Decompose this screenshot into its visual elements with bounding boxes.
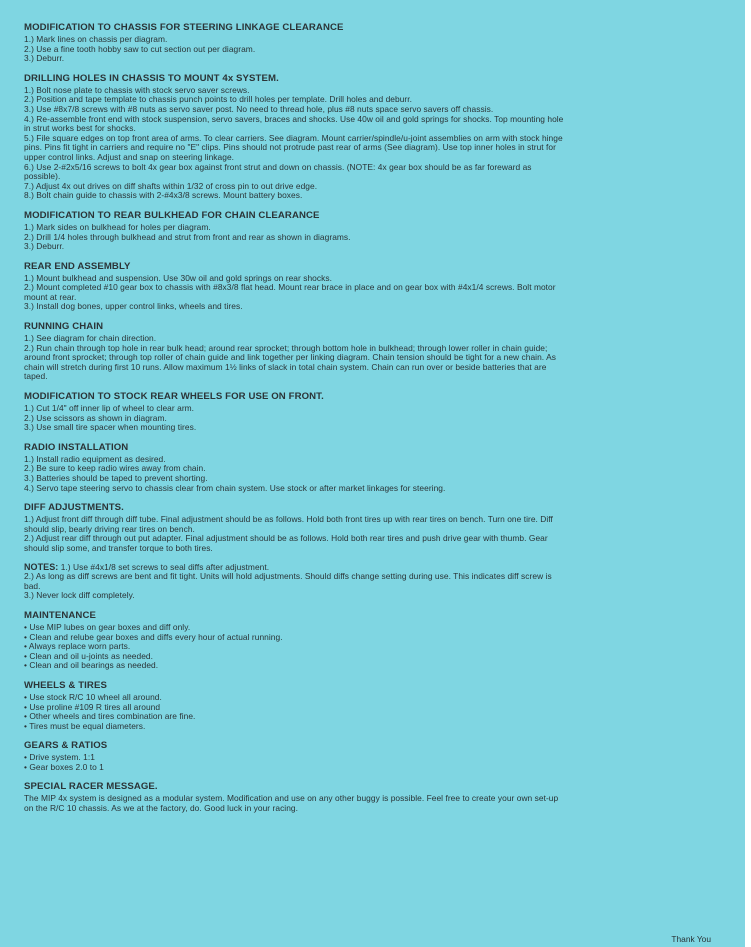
signoff: Thank You [671, 934, 711, 944]
section-modification-to-rear-bulkhead-for-chain-clearance [24, 210, 724, 252]
instruction-line: 4.) Re-assemble front end with stock suspension, servo savers, braces and shocks. Use 40w oil and gold springs for shocks. Top mounting hole [24, 113, 564, 124]
instruction-line: 1.) Adjust front diff through diff tube. Final adjustment should be as follows. Hold both front tires up with rear tires on bench. Turn one tire. Diff [24, 514, 553, 525]
section-modification-to-chassis-for-steering-linkage-clearance [24, 22, 724, 64]
instruction-line: 8.) Bolt chain guide to chassis with 2-#4x3/8 screws. Mount battery boxes. [24, 190, 303, 201]
instruction-line: • Use stock R/C 10 wheel all around. [24, 691, 162, 702]
section-wheels-tires [24, 680, 724, 731]
instruction-line: 1.) Mark lines on chassis per diagram. [24, 34, 168, 44]
instruction-line: • Clean and oil u-joints as needed. [24, 650, 153, 661]
instruction-line: 3.) Deburr. [24, 241, 65, 252]
instruction-line: 1.) See diagram for chain direction. [24, 333, 157, 344]
instruction-line: 2.) Position and tape template to chassis punch points to drill holes per template. Drill holes and deburr. [24, 94, 413, 105]
sections-lower [24, 610, 724, 814]
section-diff-adjustments [24, 502, 724, 553]
notes-line: 2.) As long as diff screws are bent and fit tight. Units will hold adjustments. Should diffs change setting during use. This indicates diff screw is [24, 571, 552, 582]
instruction-line: 2.) Run chain through top hole in rear bulk head; around rear sprocket; through bottom hole in bulkhead; through lower roller in chain guide; [24, 342, 548, 353]
instruction-line: • Always replace worn parts. [24, 641, 131, 652]
section-modification-to-stock-rear-wheels-for-use-on-front [24, 391, 724, 433]
instruction-sheet [24, 22, 724, 823]
instruction-line: should slip some, and transfer torque to both tires. [24, 542, 213, 553]
section-heading: DRILLING HOLES IN CHASSIS TO MOUNT 4x SYSTEM. [24, 72, 279, 84]
instruction-line: 7.) Adjust 4x out drives on diff shafts within 1/32 of cross pin to out drive edge. [24, 180, 318, 191]
instruction-line: • Clean and oil bearings as needed. [24, 660, 159, 671]
instruction-line: 2.) Be sure to keep radio wires away from chain. [24, 463, 206, 474]
instruction-line: 6.) Use 2-#2x5/16 screws to bolt 4x gear box against front strut and down on chassis. (NOTE: 4x gear box should be as far foreward as [24, 161, 532, 172]
section-notes [24, 563, 724, 601]
instruction-line: The MIP 4x system is designed as a modular system. Modification and use on any other buggy is possible. Feel free to create your own set-up [24, 793, 559, 804]
section-heading: MODIFICATION TO REAR BULKHEAD FOR CHAIN CLEARANCE [24, 209, 320, 221]
instruction-line: 2.) Use a fine tooth hobby saw to cut section out per diagram. [24, 43, 256, 54]
section-drilling-holes-in-chassis-to-mount-4x-system [24, 73, 724, 201]
instruction-line: 1.) Cut 1/4" off inner lip of wheel to clear arm. [24, 403, 195, 414]
section-heading: RUNNING CHAIN [24, 321, 104, 333]
instruction-line: • Tires must be equal diameters. [24, 720, 146, 731]
notes-first-text: 1.) Use #4x1/8 set screws to seal diffs after adjustment. [58, 561, 270, 572]
instruction-line: should slip, bearly driving rear tires on bench. [24, 523, 195, 534]
notes-line: 3.) Never lock diff completely. [24, 590, 135, 601]
page-edge [745, 0, 751, 947]
instruction-line: • Gear boxes 2.0 to 1 [24, 761, 104, 772]
section-heading: MAINTENANCE [24, 609, 96, 621]
instruction-line: 2.) Mount completed #10 gear box to chassis with #8x3/8 flat head. Mount rear brace in place and on gear box with #4x1/4 screws. Bolt motor [24, 282, 556, 293]
instruction-line: • Other wheels and tires combination are fine. [24, 711, 196, 722]
instruction-line: • Use proline #109 R tires all around [24, 701, 161, 712]
instruction-line: 1.) Install radio equipment as desired. [24, 453, 166, 464]
instruction-line: 2.) Use scissors as shown in diagram. [24, 412, 167, 423]
notes-line: bad. [24, 580, 41, 591]
section-heading: WHEELS & TIRES [24, 679, 107, 691]
instruction-line: taped. [24, 371, 48, 382]
instruction-line: chain will stretch during first 10 runs. Allow maximum 1½ links of slack in total chain system. Chain can run over or beside batteries that are [24, 361, 547, 372]
instruction-line: in strut works best for shocks. [24, 123, 136, 134]
instruction-line: 1.) Mark sides on bulkhead for holes per diagram. [24, 221, 211, 232]
section-heading: RADIO INSTALLATION [24, 441, 129, 453]
instruction-line: • Use MIP lubes on gear boxes and diff only. [24, 621, 191, 632]
sections-upper [24, 22, 724, 554]
section-gears-ratios [24, 740, 724, 772]
instruction-line: pins. Pins fit tight in carriers and require no "E" clips. Pins should not protrude past rear of arms (See diagram). Use top inner holes in strut for [24, 142, 556, 153]
section-rear-end-assembly [24, 261, 724, 312]
instruction-line: • Clean and relube gear boxes and diffs every hour of actual running. [24, 631, 283, 642]
instruction-line: 2.) Drill 1/4 holes through bulkhead and strut from front and rear as shown in diagrams. [24, 231, 351, 242]
section-running-chain [24, 321, 724, 382]
section-heading: MODIFICATION TO STOCK REAR WHEELS FOR USE ON FRONT. [24, 391, 324, 403]
instruction-line: possible). [24, 171, 61, 182]
instruction-line: 3.) Install dog bones, upper control links, wheels and tires. [24, 301, 243, 312]
instruction-line: 3.) Use #8x7/8 screws with #8 nuts as servo saver post. No need to thread hole, plus #8 nuts space servo savers off chassis. [24, 103, 494, 114]
section-special-racer-message [24, 781, 724, 813]
instruction-line: on the R/C 10 chassis. As we at the factory, do. Good luck in your racing. [24, 803, 299, 814]
section-heading: SPECIAL RACER MESSAGE. [24, 781, 158, 793]
instruction-line: upper control links. Adjust and snap on steering linkage. [24, 151, 235, 162]
section-maintenance [24, 610, 724, 671]
section-radio-installation [24, 442, 724, 493]
instruction-line: 3.) Deburr. [24, 53, 65, 64]
instruction-line: 4.) Servo tape steering servo to chassis clear from chain system. Use stock or after market linkages for steering. [24, 482, 446, 493]
instruction-line: 1.) Mount bulkhead and suspension. Use 30w oil and gold springs on rear shocks. [24, 272, 332, 283]
notes-label: NOTES: [24, 561, 59, 572]
instruction-line: 3.) Batteries should be taped to prevent shorting. [24, 473, 208, 483]
instruction-line: mount at rear. [24, 291, 77, 302]
instruction-line: • Drive system. 1:1 [24, 752, 95, 763]
instruction-line: 2.) Adjust rear diff through out put adapter. Final adjustment should be as follows. Hold both rear tires and push drive gear with thumb. Gear [24, 533, 548, 544]
instruction-line: around front sprocket; through top roller of chain guide and link together per linking diagram. Chain tension should be tight for a new chain. As [24, 352, 556, 363]
instruction-line: 5.) File square edges on top front area of arms. To clear carriers. See diagram. Mount carrier/spindle/u-joint assemblies on arm with stock hinge [24, 132, 563, 143]
section-heading: REAR END ASSEMBLY [24, 260, 131, 272]
section-heading: MODIFICATION TO CHASSIS FOR STEERING LINKAGE CLEARANCE [24, 22, 344, 33]
instruction-line: 3.) Use small tire spacer when mounting tires. [24, 422, 197, 433]
notes-lines [24, 572, 724, 601]
instruction-line: 1.) Bolt nose plate to chassis with stock servo saver screws. [24, 84, 250, 95]
section-heading: GEARS & RATIOS [24, 740, 108, 752]
section-heading: DIFF ADJUSTMENTS. [24, 502, 124, 514]
